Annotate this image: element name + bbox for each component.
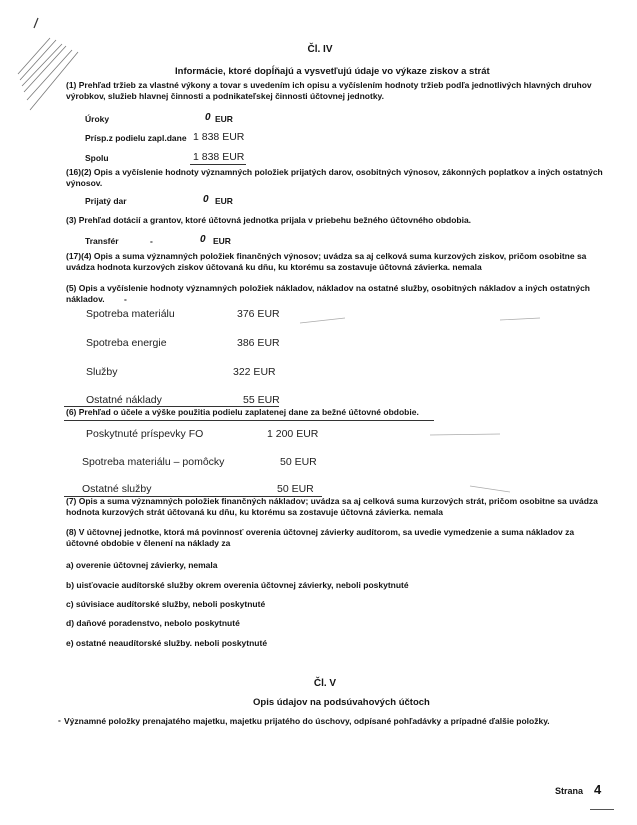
tax-use-prispevky-value: 1 200 EUR bbox=[267, 428, 319, 440]
tax-use-pomocky-value: 50 EUR bbox=[280, 456, 317, 468]
cost-sluzby-label: Služby bbox=[86, 366, 118, 378]
dash-mark: - bbox=[58, 715, 61, 725]
cost-sluzby-value: 322 EUR bbox=[233, 366, 276, 378]
article-5-heading: Čl. V bbox=[313, 678, 337, 689]
section-8-text: (8) V účtovnej jednotke, ktorá má povinnosť overenia účtovnej závierky audítorom, sa uvedie vymedzenie a suma nákladov za účtovné obdobie v členení na náklady za bbox=[66, 527, 575, 548]
section-6-text: (6) Prehľad o účele a výške použitia podielu zaplatenej dane za bežné účtovné obdobie. bbox=[66, 407, 419, 417]
row-spolu-label: Spolu bbox=[85, 153, 109, 163]
section-1-text: (1) Prehľad tržieb za vlastné výkony a tovar s uvedením ich opisu a vyčíslením hodnoty tržieb podľa jednotlivých hlavných druhov výrobkov, služieb hlavnej činnosti a podnikateľskej činnosti účtovnej jednotky. bbox=[66, 80, 592, 101]
article-5-text: Významné položky prenajatého majetku, majetku prijatého do úschovy, odpísané pohľadávky a prípadné ďalšie položky. bbox=[64, 716, 550, 726]
dash-mark: - bbox=[124, 294, 127, 304]
audit-item-a: a) overenie účtovnej závierky, nemala bbox=[66, 560, 218, 570]
section-3-text: (3) Prehľad dotácií a grantov, ktoré účtovná jednotka prijala v priebehu bežného účtovného obdobia. bbox=[66, 215, 472, 225]
row-spolu-value: 1 838 EUR bbox=[193, 151, 245, 163]
mark-zero: 0 bbox=[205, 112, 211, 123]
section-divider bbox=[64, 420, 434, 421]
audit-item-e: e) ostatné neaudítorské služby. neboli poskytnuté bbox=[66, 638, 268, 648]
article-5-subtitle: Opis údajov na podsúvahových účtoch bbox=[253, 697, 430, 708]
tax-use-sluzby-label: Ostatné služby bbox=[82, 483, 152, 495]
row-uroky-label: Úroky bbox=[85, 114, 110, 124]
section-16-text: (16)(2) Opis a vyčíslenie hodnoty významných položiek prijatých darov, osobitných výnosov, zákonných poplatkov a iných ostatných výnosov. bbox=[66, 167, 603, 188]
dash-mark: - bbox=[150, 236, 153, 246]
article-4-heading: Čl. IV bbox=[307, 44, 333, 55]
tax-use-prispevky-label: Poskytnuté príspevky FO bbox=[86, 428, 204, 440]
mark-zero: 0 bbox=[203, 194, 209, 205]
cost-ostatne-naklady-label: Ostatné náklady bbox=[86, 394, 162, 406]
cost-ostatne-naklady-value: 55 EUR bbox=[243, 394, 280, 406]
row-transfer-value: EUR bbox=[213, 236, 231, 246]
sum-underline bbox=[190, 164, 246, 165]
row-dar-label: Prijatý dar bbox=[85, 196, 127, 206]
page-label: Strana bbox=[555, 786, 584, 796]
audit-item-b: b) uisťovacie audítorské služby okrem overenia účtovnej závierky, neboli poskytnuté bbox=[66, 580, 409, 590]
cost-spotreba-materialu-label: Spotreba materiálu bbox=[86, 308, 175, 320]
cost-spotreba-materialu-value: 376 EUR bbox=[237, 308, 280, 320]
article-4-subtitle: Informácie, ktoré dopĺňajú a vysvetľujú údaje vo výkaze ziskov a strát bbox=[175, 66, 490, 77]
section-7-text: (7) Opis a suma významných položiek finančných nákladov; uvádza sa aj celková suma kurzových strát, pričom osobitne sa uvádza hodnota kurzových strát účtovaná ku dňu, ku ktorému sa zostavuje účtovná závierka. nemala bbox=[66, 496, 598, 517]
section-17-text: (17)(4) Opis a suma významných položiek finančných výnosov; uvádza sa aj celková suma kurzových ziskov, pričom osobitne sa uvádza hodnota kurzových ziskov účtovaná ku dňu, ku ktorému sa zostavuje účtovná závierka. nemala bbox=[66, 251, 587, 272]
section-5-text: (5) Opis a vyčíslenie hodnoty významných položiek nákladov, nákladov na ostatné služby, osobitných nákladov a iných ostatných nákladov. bbox=[66, 283, 590, 304]
row-dar-value: EUR bbox=[215, 196, 233, 206]
tax-use-sluzby-value: 50 EUR bbox=[277, 483, 314, 495]
mark-zero: 0 bbox=[200, 234, 206, 245]
footer-rule bbox=[590, 809, 614, 810]
tax-use-pomocky-label: Spotreba materiálu – pomôcky bbox=[82, 456, 225, 468]
cost-spotreba-energie-value: 386 EUR bbox=[237, 337, 280, 349]
audit-item-c: c) súvisiace audítorské služby, neboli poskytnuté bbox=[66, 599, 266, 609]
page-number: 4 bbox=[594, 782, 602, 797]
row-uroky-value: EUR bbox=[215, 114, 233, 124]
cost-spotreba-energie-label: Spotreba energie bbox=[86, 337, 167, 349]
row-transfer-label: Transfér bbox=[85, 236, 119, 246]
row-prisp-value: 1 838 EUR bbox=[193, 131, 245, 143]
row-prisp-label: Prísp.z podielu zapl.dane bbox=[85, 133, 187, 143]
audit-item-d: d) daňové poradenstvo, nebolo poskytnuté bbox=[66, 618, 240, 628]
